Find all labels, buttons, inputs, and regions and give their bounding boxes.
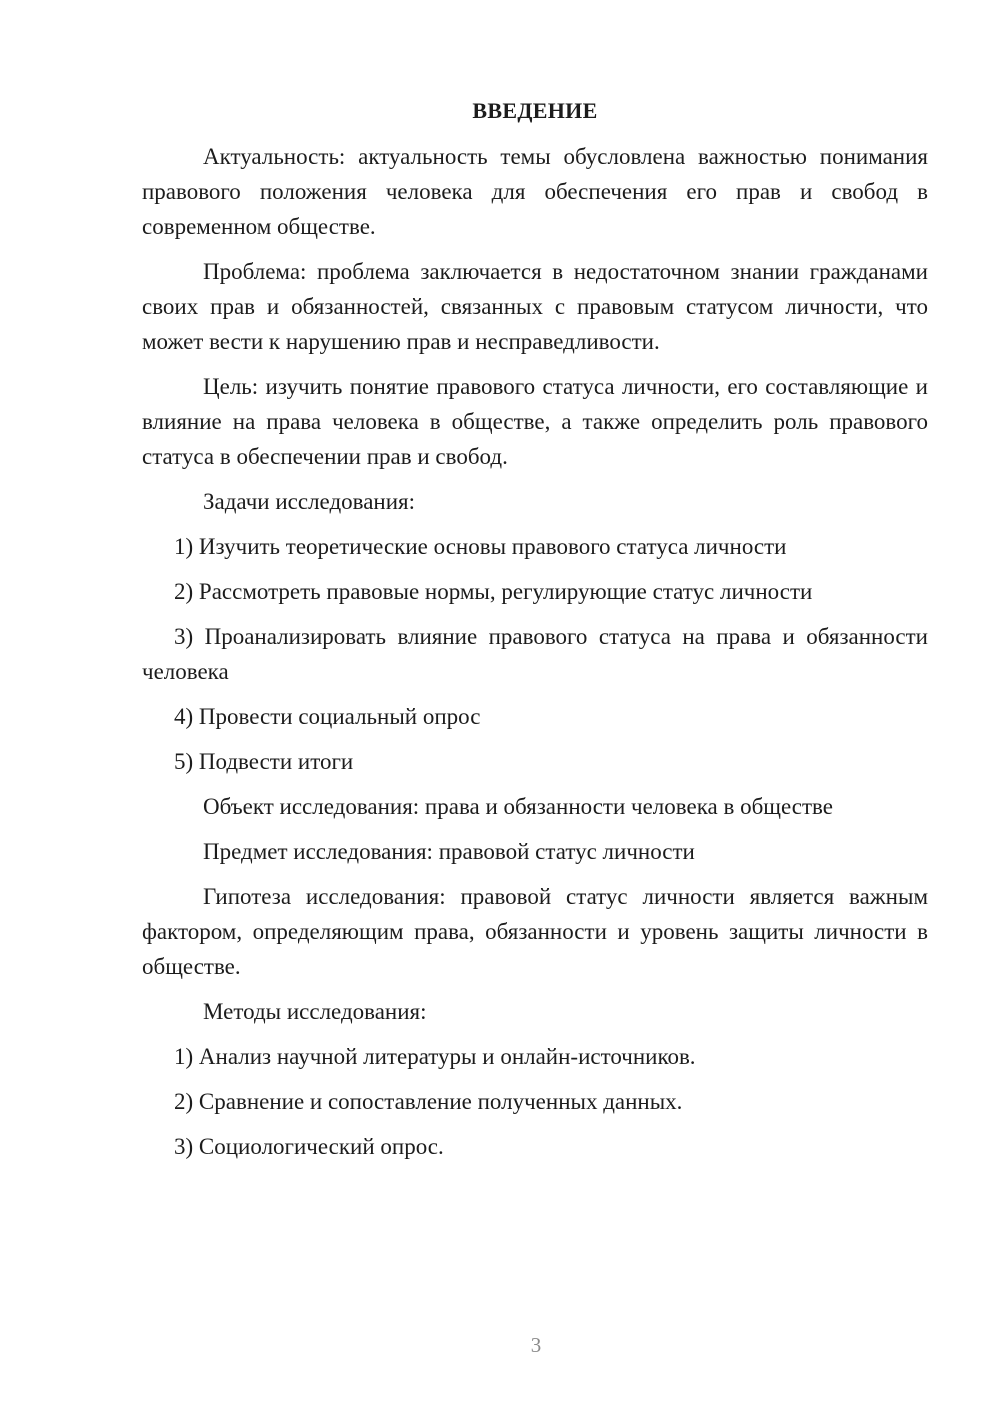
tasks-heading: Задачи исследования:	[203, 489, 416, 514]
page-number: 3	[530, 1333, 542, 1357]
document-body	[142, 96, 928, 1174]
paragraph-object: Объект исследования: права и обязанности человека в обществе	[203, 794, 833, 819]
page-title: ВВЕДЕНИЕ	[472, 98, 598, 123]
methods-heading: Методы исследования:	[203, 999, 427, 1024]
task-item-1: 1) Изучить теоретические основы правового статуса личности	[174, 534, 787, 559]
task-item-4: 4) Провести социальный опрос	[174, 704, 481, 729]
method-item-2: 2) Сравнение и сопоставление полученных данных.	[174, 1089, 683, 1114]
paragraph-hypothesis: Гипотеза исследования: правовой статус личности является важным фактором, определяющим права, обязанности и уровень защиты личности в обществе.	[142, 884, 928, 979]
paragraph-relevance: Актуальность: актуальность темы обусловлена важностью понимания правового положения человека для обеспечения его прав и свобод в современном обществе.	[142, 144, 928, 239]
task-item-5: 5) Подвести итоги	[174, 749, 354, 774]
paragraph-problem: Проблема: проблема заключается в недостаточном знании гражданами своих прав и обязанностей, связанных с правовым статусом личности, что может вести к нарушению прав и несправедливости.	[142, 259, 928, 354]
task-item-3: 3) Проанализировать влияние правового статуса на права и обязанности человека	[142, 624, 928, 684]
method-item-1: 1) Анализ научной литературы и онлайн-источников.	[174, 1044, 696, 1069]
task-item-2: 2) Рассмотреть правовые нормы, регулирующие статус личности	[174, 579, 813, 604]
method-item-3: 3) Социологический опрос.	[174, 1134, 444, 1159]
paragraph-goal: Цель: изучить понятие правового статуса личности, его составляющие и влияние на права человека в обществе, а также определить роль правового статуса в обеспечении прав и свобод.	[142, 374, 928, 469]
paragraph-subject: Предмет исследования: правовой статус личности	[203, 839, 695, 864]
